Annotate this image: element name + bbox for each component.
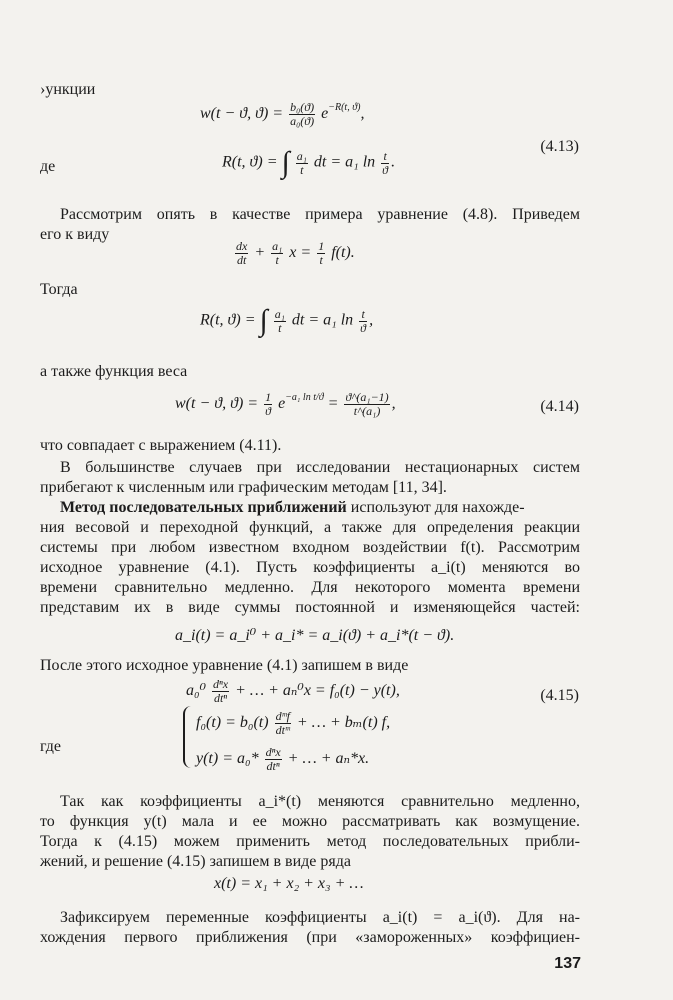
equation-ode: $\frac{dx}{dt}$ + $\frac{\text{a₁}}{t}$ x = $\frac{1}{t}$ f(t). (236, 239, 355, 267)
equation-number: (4.13) (540, 138, 579, 155)
text-line: В большинстве случаев при исследовании нестационарных систем (60, 459, 580, 476)
equation-number: (4.15) (540, 687, 579, 704)
equation-split: a_i(t) = a_i⁰ + a_i* = a_i(ϑ) + a_i*(t − ϑ). (175, 627, 455, 644)
text-line: Зафиксируем переменные коэффициенты a_i(t) = a_i(ϑ). Для на- (60, 909, 580, 926)
text-line: ›ункции (40, 81, 96, 98)
bold-term: Метод последовательных приближений (60, 499, 347, 516)
brace (183, 706, 193, 768)
text-line: исходное уравнение (4.1). Пусть коэффициенты a_i(t) меняются во (40, 559, 580, 576)
text-line: хождения первого приближения (при «замороженных» коэффициен- (40, 929, 580, 946)
equation-f0: f₀(t) = b₀(t) $\frac{\text{dᵐf}}{\text{dtᵐ}}$ + … + bₘ(t) f, (196, 709, 391, 737)
equation-y: y(t) = a₀* $\frac{\text{dⁿx}}{\text{dtⁿ}}$ + … + aₙ*x. (196, 745, 370, 773)
text-line: Рассмотрим опять в качестве примера уравнение (4.8). Приведем (60, 206, 580, 223)
text-line: ния весовой и переходной функций, а также для определения реакции (40, 519, 580, 536)
text-line: Метод последовательных приближений используют для нахожде- (60, 499, 525, 516)
equation-R-example: R(t, ϑ) = ∫ $\frac{\text{a₁}}{t}$ dt = a₁ ln $\frac{t}{ϑ}$ , (200, 304, 374, 337)
text-line: то функция y(t) мала и ее можно рассматривать как возмущение. (40, 813, 580, 830)
text-line: что совпадает с выражением (4.11). (40, 437, 282, 454)
text-line: жений, и решение (4.15) запишем в виде ряда (40, 853, 351, 870)
equation-number: (4.14) (540, 398, 579, 415)
text-line: представим их в виде суммы постоянной и изменяющейся частей: (40, 599, 580, 616)
text-line: Тогда (40, 281, 78, 298)
equation-weight-function: w(t − ϑ, ϑ) = $\frac{\text{b₀(ϑ)}}{\text{a₀(ϑ)}}$ $e^{-R(t, ϑ)}$, (200, 99, 365, 128)
text-line: прибегают к численным или графическим методам [11, 34]. (40, 479, 447, 496)
text-line: де (40, 158, 56, 175)
text-line: времени сравнительно медленно. Для некоторого момента времени (40, 579, 580, 596)
equation-weight-example: w(t − ϑ, ϑ) = $\frac{1}{ϑ}$ $e^{-a_1 ln t/ϑ}$ = $\frac{\text{ϑ\textasciicircum{}(a₁−1)}}{\text{t\textasciicircum{}(a₁)}}$ , (175, 389, 396, 418)
text-line: а также функция веса (40, 363, 188, 380)
text-line: После этого исходное уравнение (4.1) запишем в виде (40, 657, 409, 674)
text-line: Так как коэффициенты a_i*(t) меняются сравнительно медленно, (60, 793, 580, 810)
text-line: где (40, 738, 62, 755)
equation-R: R(t, ϑ) = ∫ $\frac{\text{a₁}}{t}$ dt = a₁ ln $\frac{t}{ϑ}$ . (222, 146, 396, 179)
text-line: Тогда к (4.15) можем применить метод последовательных прибли- (40, 833, 580, 850)
page-number: 137 (554, 955, 581, 972)
text-line: его к виду (40, 226, 110, 243)
equation-4-15: a₀⁰ $\frac{\text{dⁿx}}{\text{dtⁿ}}$ + … + aₙ⁰x = f₀(t) − y(t), (186, 677, 400, 705)
text-line: системы при любом известном входном воздействии f(t). Рассмотрим (40, 539, 580, 556)
equation-series: x(t) = x₁ + x₂ + x₃ + … (214, 875, 364, 892)
